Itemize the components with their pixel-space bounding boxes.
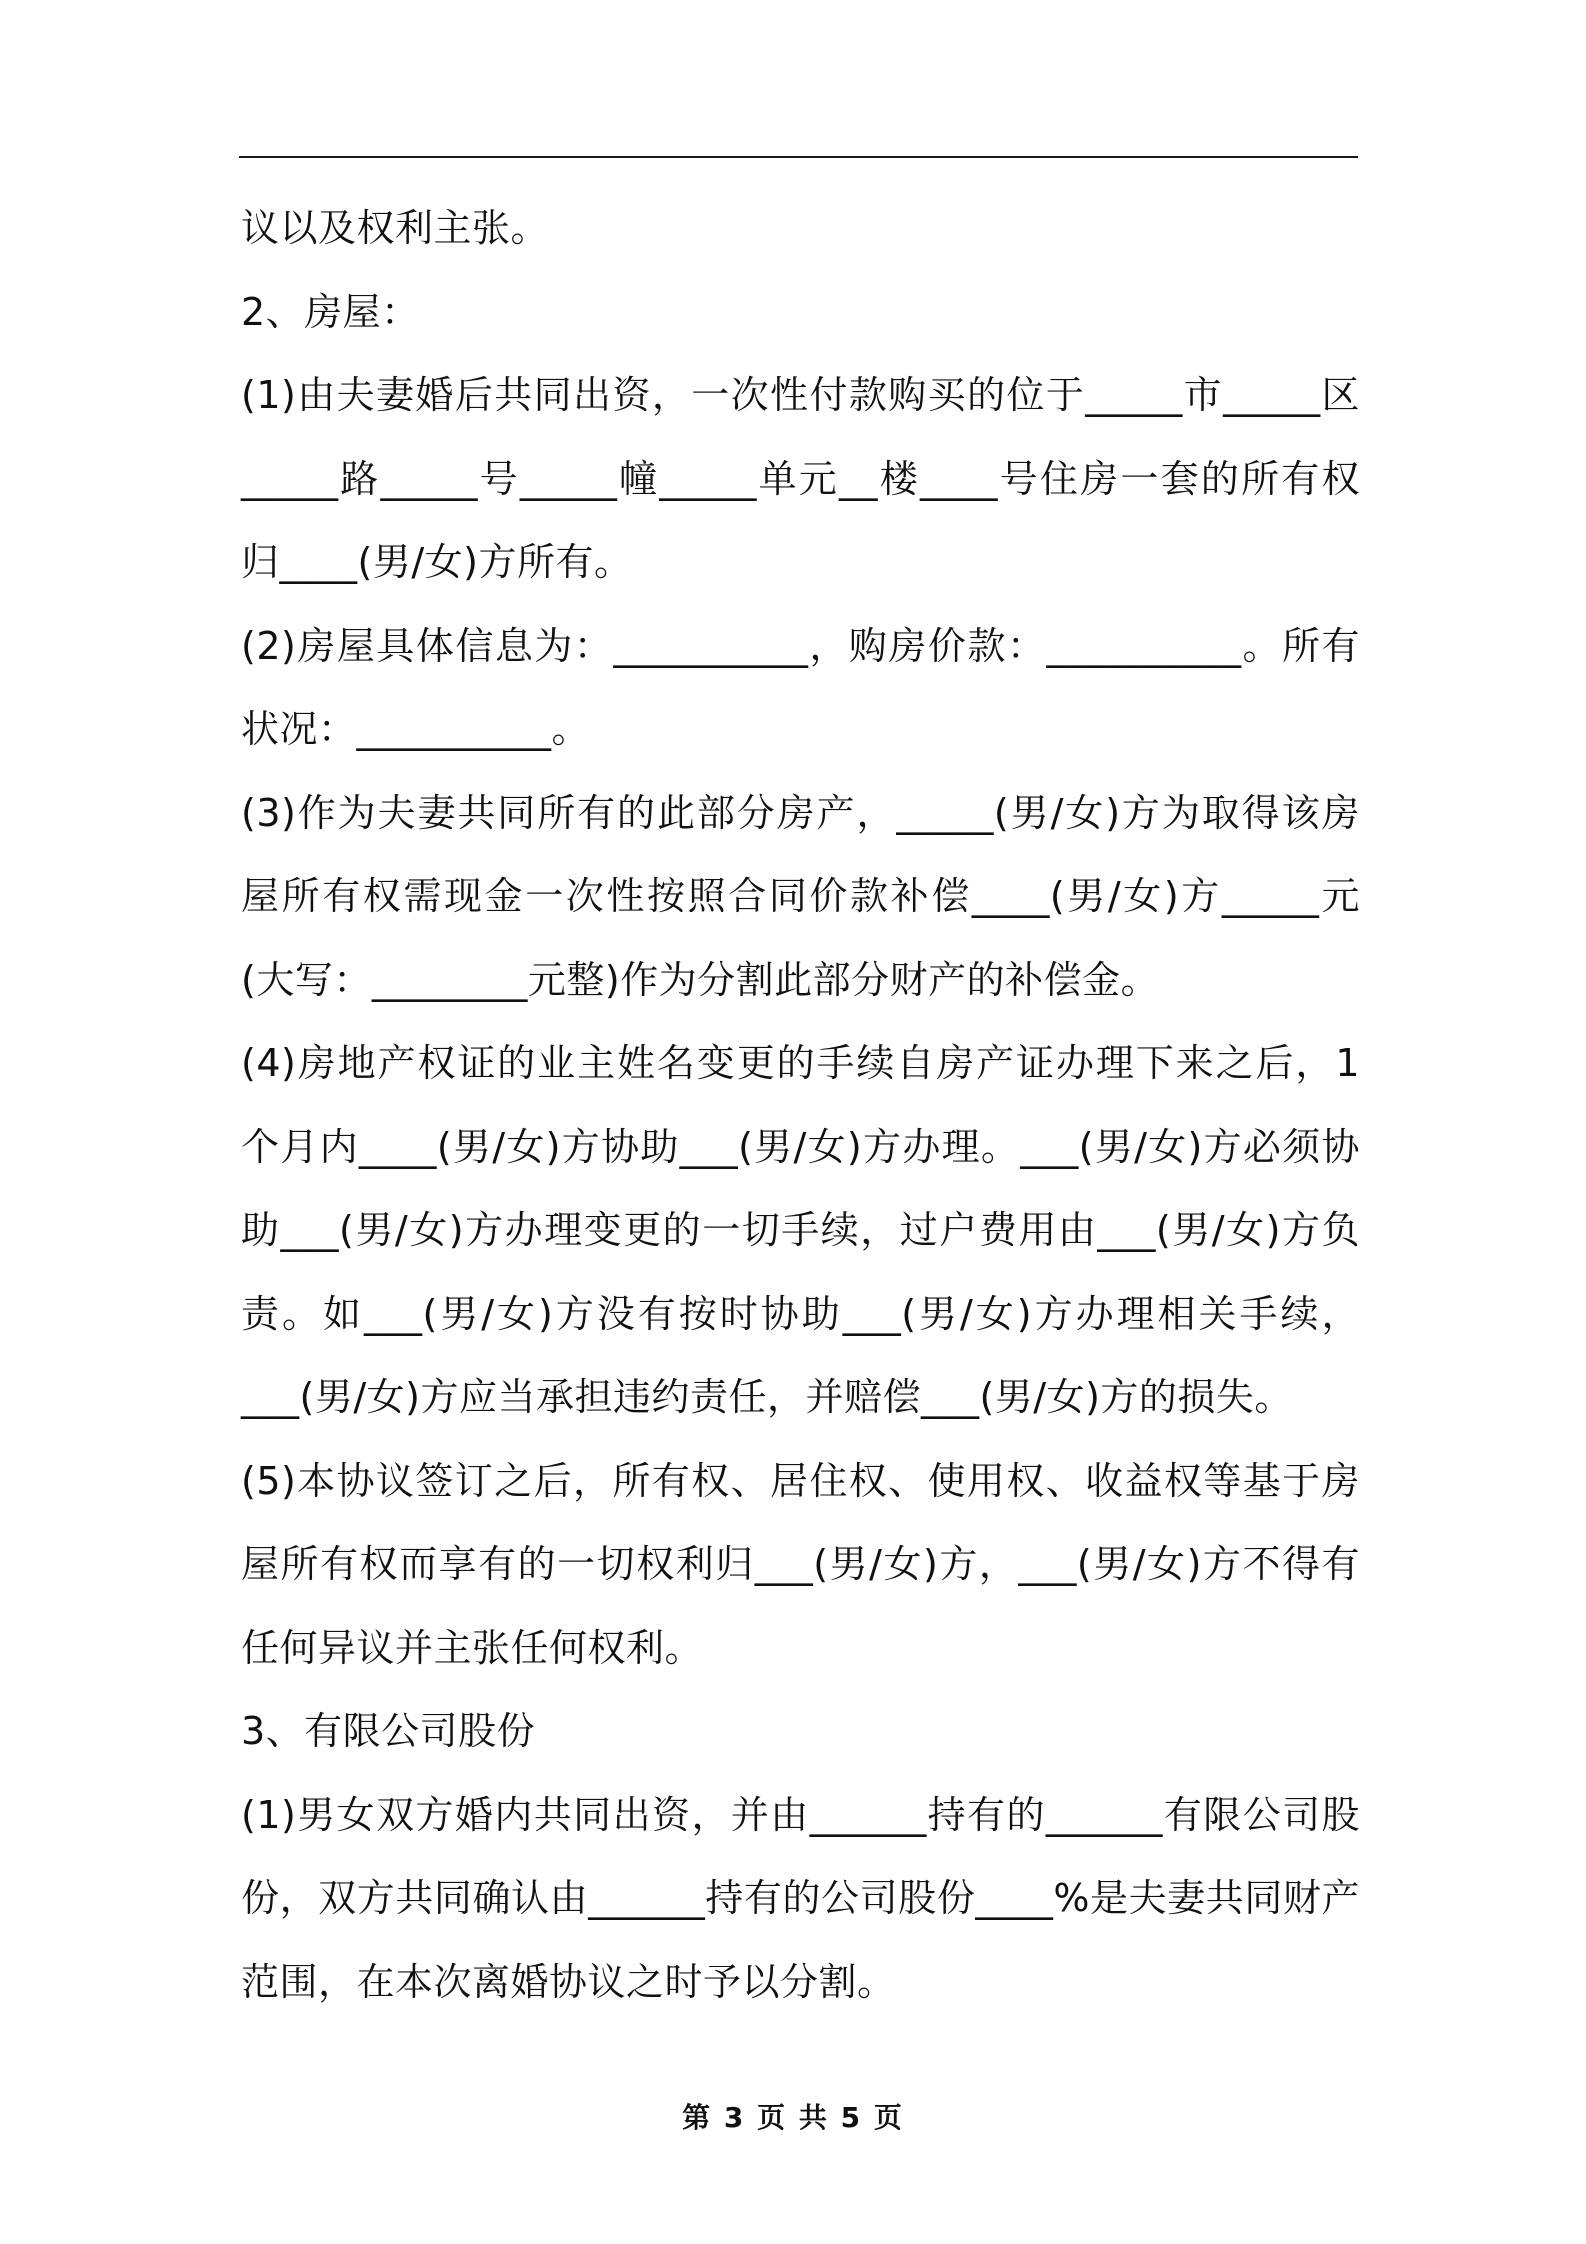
document-body [241, 187, 1360, 2024]
page-number-footer: 第 3 页 共 5 页 [682, 2101, 904, 2134]
clause-house-5: (5)本协议签订之后，所有权、居住权、使用权、收益权等基于房屋所有权而享有的一切权利归___(男/女)方，___(男/女)方不得有任何异议并主张任何权利。 [241, 1458, 1360, 1670]
section-heading-company-shares: 3、有限公司股份 [241, 1709, 536, 1753]
paragraph-continuation: 议以及权利主张。 [241, 206, 550, 250]
clause-house-4: (4)房地产权证的业主姓名变更的手续自房产证办理下来之后，1个月内____(男/女)方协助___(男/女)方办理。___(男/女)方必须协助___(男/女)方办理变更的一切手续，过户费用由___(男/女)方负责。如___(男/女)方没有按时协助___(男/女)方办理相关手续，___(男/女)方应当承担违约责任，并赔偿___(男/女)方的损失。 [241, 1041, 1360, 1419]
section-heading-house: 2、房屋： [241, 289, 420, 334]
header-rule [239, 156, 1358, 158]
clause-shares-1: (1)男女双方婚内共同出资，并由______持有的______有限公司股份，双方共同确认由______持有的公司股份____%是夫妻共同财产范围，在本次离婚协议之时予以分割。 [241, 1792, 1360, 2004]
clause-house-3: (3)作为夫妻共同所有的此部分房产，_____(男/女)方为取得该房屋所有权需现金一次性按照合同价款补偿____(男/女)方_____元(大写：________元整)作为分割此部分财产的补偿金。 [241, 790, 1360, 1002]
clause-house-1: (1)由夫妻婚后共同出资，一次性付款购买的位于_____市_____区_____路_____号_____幢_____单元__楼____号住房一套的所有权归____(男/女)方所有。 [241, 373, 1360, 584]
clause-house-2: (2)房屋具体信息为：__________，购房价款：__________。所有状况：__________。 [241, 623, 1360, 751]
